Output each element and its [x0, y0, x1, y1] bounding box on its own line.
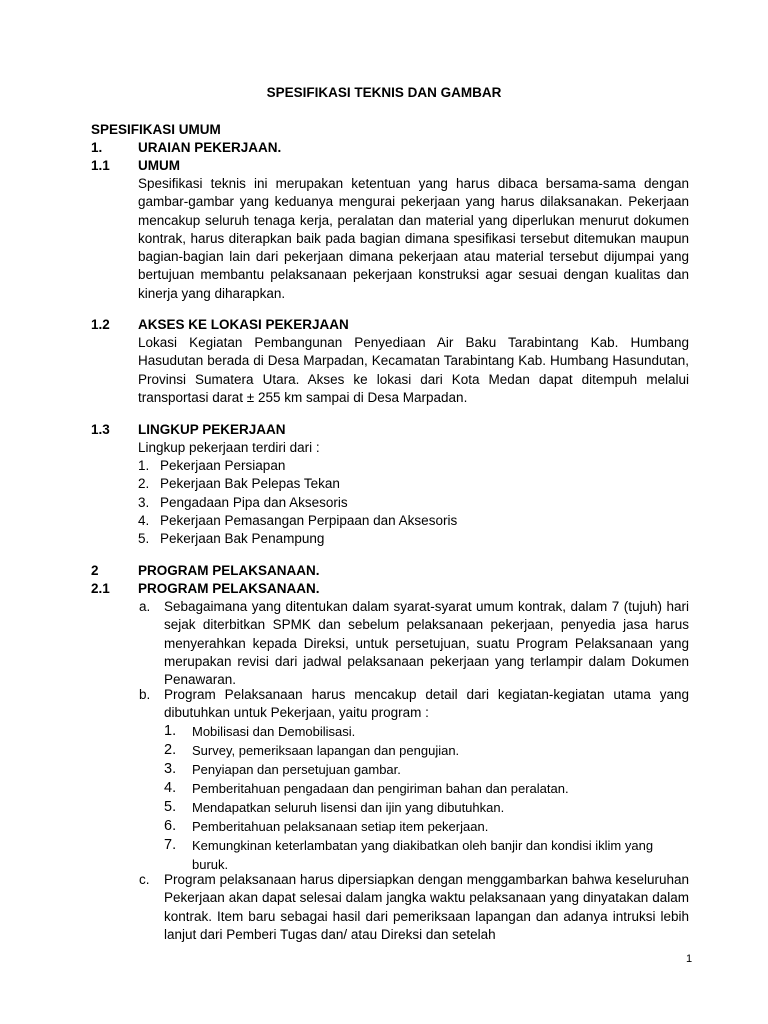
section-1-2-paragraph: Lokasi Kegiatan Pembangunan Penyediaan Air Baku Tarabintang Kab. Humbang Hasudutan berada di Desa Marpadan, Kecamatan Tarabintang Kab. Humbang Hasundutan, Provinsi Sumatera Utara. Akses ke lokasi dari Kota Medan dapat ditempuh melalui transportasi darat ± 255 km sampai di Desa Marpadan. [138, 335, 689, 405]
section-1-2-title: AKSES KE LOKASI PEKERJAAN [138, 317, 349, 332]
list-item: 3. Penyiapan dan persetujuan gambar. [164, 761, 401, 777]
page-number: 1 [686, 953, 693, 965]
list-item: 7. Kemungkinan keterlambatan yang diakibatkan oleh banjir dan kondisi iklim yang buruk. [164, 837, 654, 872]
section-general-heading: SPESIFIKASI UMUM [91, 122, 221, 137]
section-1-title: URAIAN PEKERJAAN. [138, 140, 282, 155]
section-1-number: 1. [91, 140, 103, 155]
list-item: 2. Survey, pemeriksaan lapangan dan pengujian. [164, 742, 460, 758]
section-1-3-intro: Lingkup pekerjaan terdiri dari : [138, 440, 320, 455]
program-list [164, 722, 689, 874]
item-c-letter: c. [139, 872, 150, 887]
section-2-number: 2 [91, 563, 99, 578]
list-item: 1. Mobilisasi dan Demobilisasi. [164, 723, 356, 739]
item-a-letter: a. [139, 599, 151, 614]
item-c-paragraph: Program pelaksanaan harus dipersiapkan dengan menggambarkan bahwa keseluruhan Pekerjaan akan dapat selesai dalam jangka waktu pelaksanaan yang dinyatakan dalam kontrak. Item baru sebagai hasil dari pemeriksaan lapangan dan adanya intruksi lebih lanjut dari Pemberi Tugas dan/ atau Direksi dan setelah [164, 872, 689, 942]
section-1-1-title: UMUM [138, 158, 180, 173]
document-title: SPESIFIKASI TEKNIS DAN GAMBAR [266, 85, 502, 100]
document-page: SPESIFIKASI TEKNIS DAN GAMBAR SPESIFIKASI UMUM 1. URAIAN PEKERJAAN. 1.1 UMUM Spesifikasi teknis ini merupakan ketentuan yang harus dibaca bersama-sama dengan gambar-gambar yang keduanya mengurai pekerjaan yang harus dilaksanakan. Pekerjaan mencakup seluruh tenaga kerja, peralatan dan material yang diperlukan menurut dokumen kontrak, harus diterapkan baik pada bagian dimana spesifikasi tersebut ditemukan maupun bagian-bagian lain dari pekerjaan dimana pekerjaan atau material tersebut dijumpai yang bertujuan membantu pelaksanaan pekerjaan konstruksi agar sesuai dengan kualitas dan kinerja yang diharapkan. 1.2 AKSES KE LOKASI PEKERJAAN Lokasi Kegiatan Pembangunan Penyediaan Air Baku Tarabintang Kab. Humbang Hasudutan berada di Desa Marpadan, Kecamatan Tarabintang Kab. Humbang Hasundutan, Provinsi Sumatera Utara. Akses ke lokasi dari Kota Medan dapat ditempuh melalui transportasi darat ± 255 km sampai di Desa Marpadan. 1.3 LINGKUP PEKERJAAN Lingkup pekerjaan terdiri dari : 1. Pekerjaan Persiapan 2. Pekerjaan Bak Pelepas Tekan 3. Pengadaan Pipa dan Aksesoris 4. Pekerjaan Pemasangan Perpipaan dan Aksesoris 5. Pekerjaan Bak Penampung 2 PROGRAM PELAKSANAAN. 2.1 PROGRAM PELAKSANAAN. a. Sebagaimana yang ditentukan dalam syarat-syarat umum kontrak, dalam 7 (tujuh) hari sejak diterbitkan SPMK dan sebelum pelaksanaan pekerjaan, penyedia jasa harus menyerahkan kepada Direksi, untuk persetujuan, suatu Program Pelaksanaan yang merupakan revisi dari jadwal pelaksanaan pekerjaan yang terlampir dalam Dokumen Penawaran. b. Program Pelaksanaan harus mencakup detail dari kegiatan-kegiatan utama yang dibutuhkan untuk Pekerjaan, yaitu program : 1. Mobilisasi dan Demobilisasi. 2. Survey, pemeriksaan lapangan dan pengujian. 3. Penyiapan dan persetujuan gambar. 4. Pemberitahuan pengadaan dan pengiriman bahan dan peralatan. 5. Mendapatkan seluruh lisensi dan ijin yang dibutuhkan. 6. Pemberitahuan pelaksanaan setiap item pekerjaan. 7. Kemungkinan keterlambatan yang diakibatkan oleh banjir dan kondisi iklim yang buruk. c. Program pelaksanaan harus dipersiapkan dengan menggambarkan bahwa keseluruhan Pekerjaan akan dapat selesai dalam jangka waktu pelaksanaan yang dinyatakan dalam kontrak. Item baru sebagai hasil dari pemeriksaan lapangan dan adanya intruksi lebih lanjut dari Pemberi Tugas dan/ atau Direksi dan setelah 1 [0, 0, 768, 1024]
item-b-paragraph: Program Pelaksanaan harus mencakup detail dari kegiatan-kegiatan utama yang dibutuhkan untuk Pekerjaan, yaitu program : [164, 687, 689, 721]
section-1-2-number: 1.2 [91, 317, 110, 332]
list-item: 6. Pemberitahuan pelaksanaan setiap item pekerjaan. [164, 818, 489, 834]
list-item: 5. Mendapatkan seluruh lisensi dan ijin yang dibutuhkan. [164, 799, 505, 815]
section-1-3-title: LINGKUP PEKERJAAN [138, 422, 286, 437]
section-1-1-number: 1.1 [91, 158, 110, 173]
section-2-title: PROGRAM PELAKSANAAN. [138, 563, 320, 578]
list-item: 4. Pemberitahuan pengadaan dan pengiriman bahan dan peralatan. [164, 780, 569, 796]
section-2-1-title: PROGRAM PELAKSANAAN. [138, 581, 320, 596]
section-1-3-number: 1.3 [91, 422, 110, 437]
item-b-letter: b. [139, 687, 151, 702]
item-a-paragraph: Sebagaimana yang ditentukan dalam syarat-syarat umum kontrak, dalam 7 (tujuh) hari sejak diterbitkan SPMK dan sebelum pelaksanaan pekerjaan, penyedia jasa harus menyerahkan kepada Direksi, untuk persetujuan, suatu Program Pelaksanaan yang merupakan revisi dari jadwal pelaksanaan pekerjaan yang terlampir dalam Dokumen Penawaran. [164, 599, 689, 688]
section-2-1-number: 2.1 [91, 581, 110, 596]
section-1-1-paragraph: Spesifikasi teknis ini merupakan ketentuan yang harus dibaca bersama-sama dengan gambar-gambar yang keduanya mengurai pekerjaan yang harus dilaksanakan. Pekerjaan mencakup seluruh tenaga kerja, peralatan dan material yang diperlukan menurut dokumen kontrak, harus diterapkan baik pada bagian dimana spesifikasi tersebut ditemukan maupun bagian-bagian lain dari pekerjaan dimana pekerjaan atau material tersebut dijumpai yang bertujuan membantu pelaksanaan pekerjaan konstruksi agar sesuai dengan kualitas dan kinerja yang diharapkan. [138, 176, 689, 301]
